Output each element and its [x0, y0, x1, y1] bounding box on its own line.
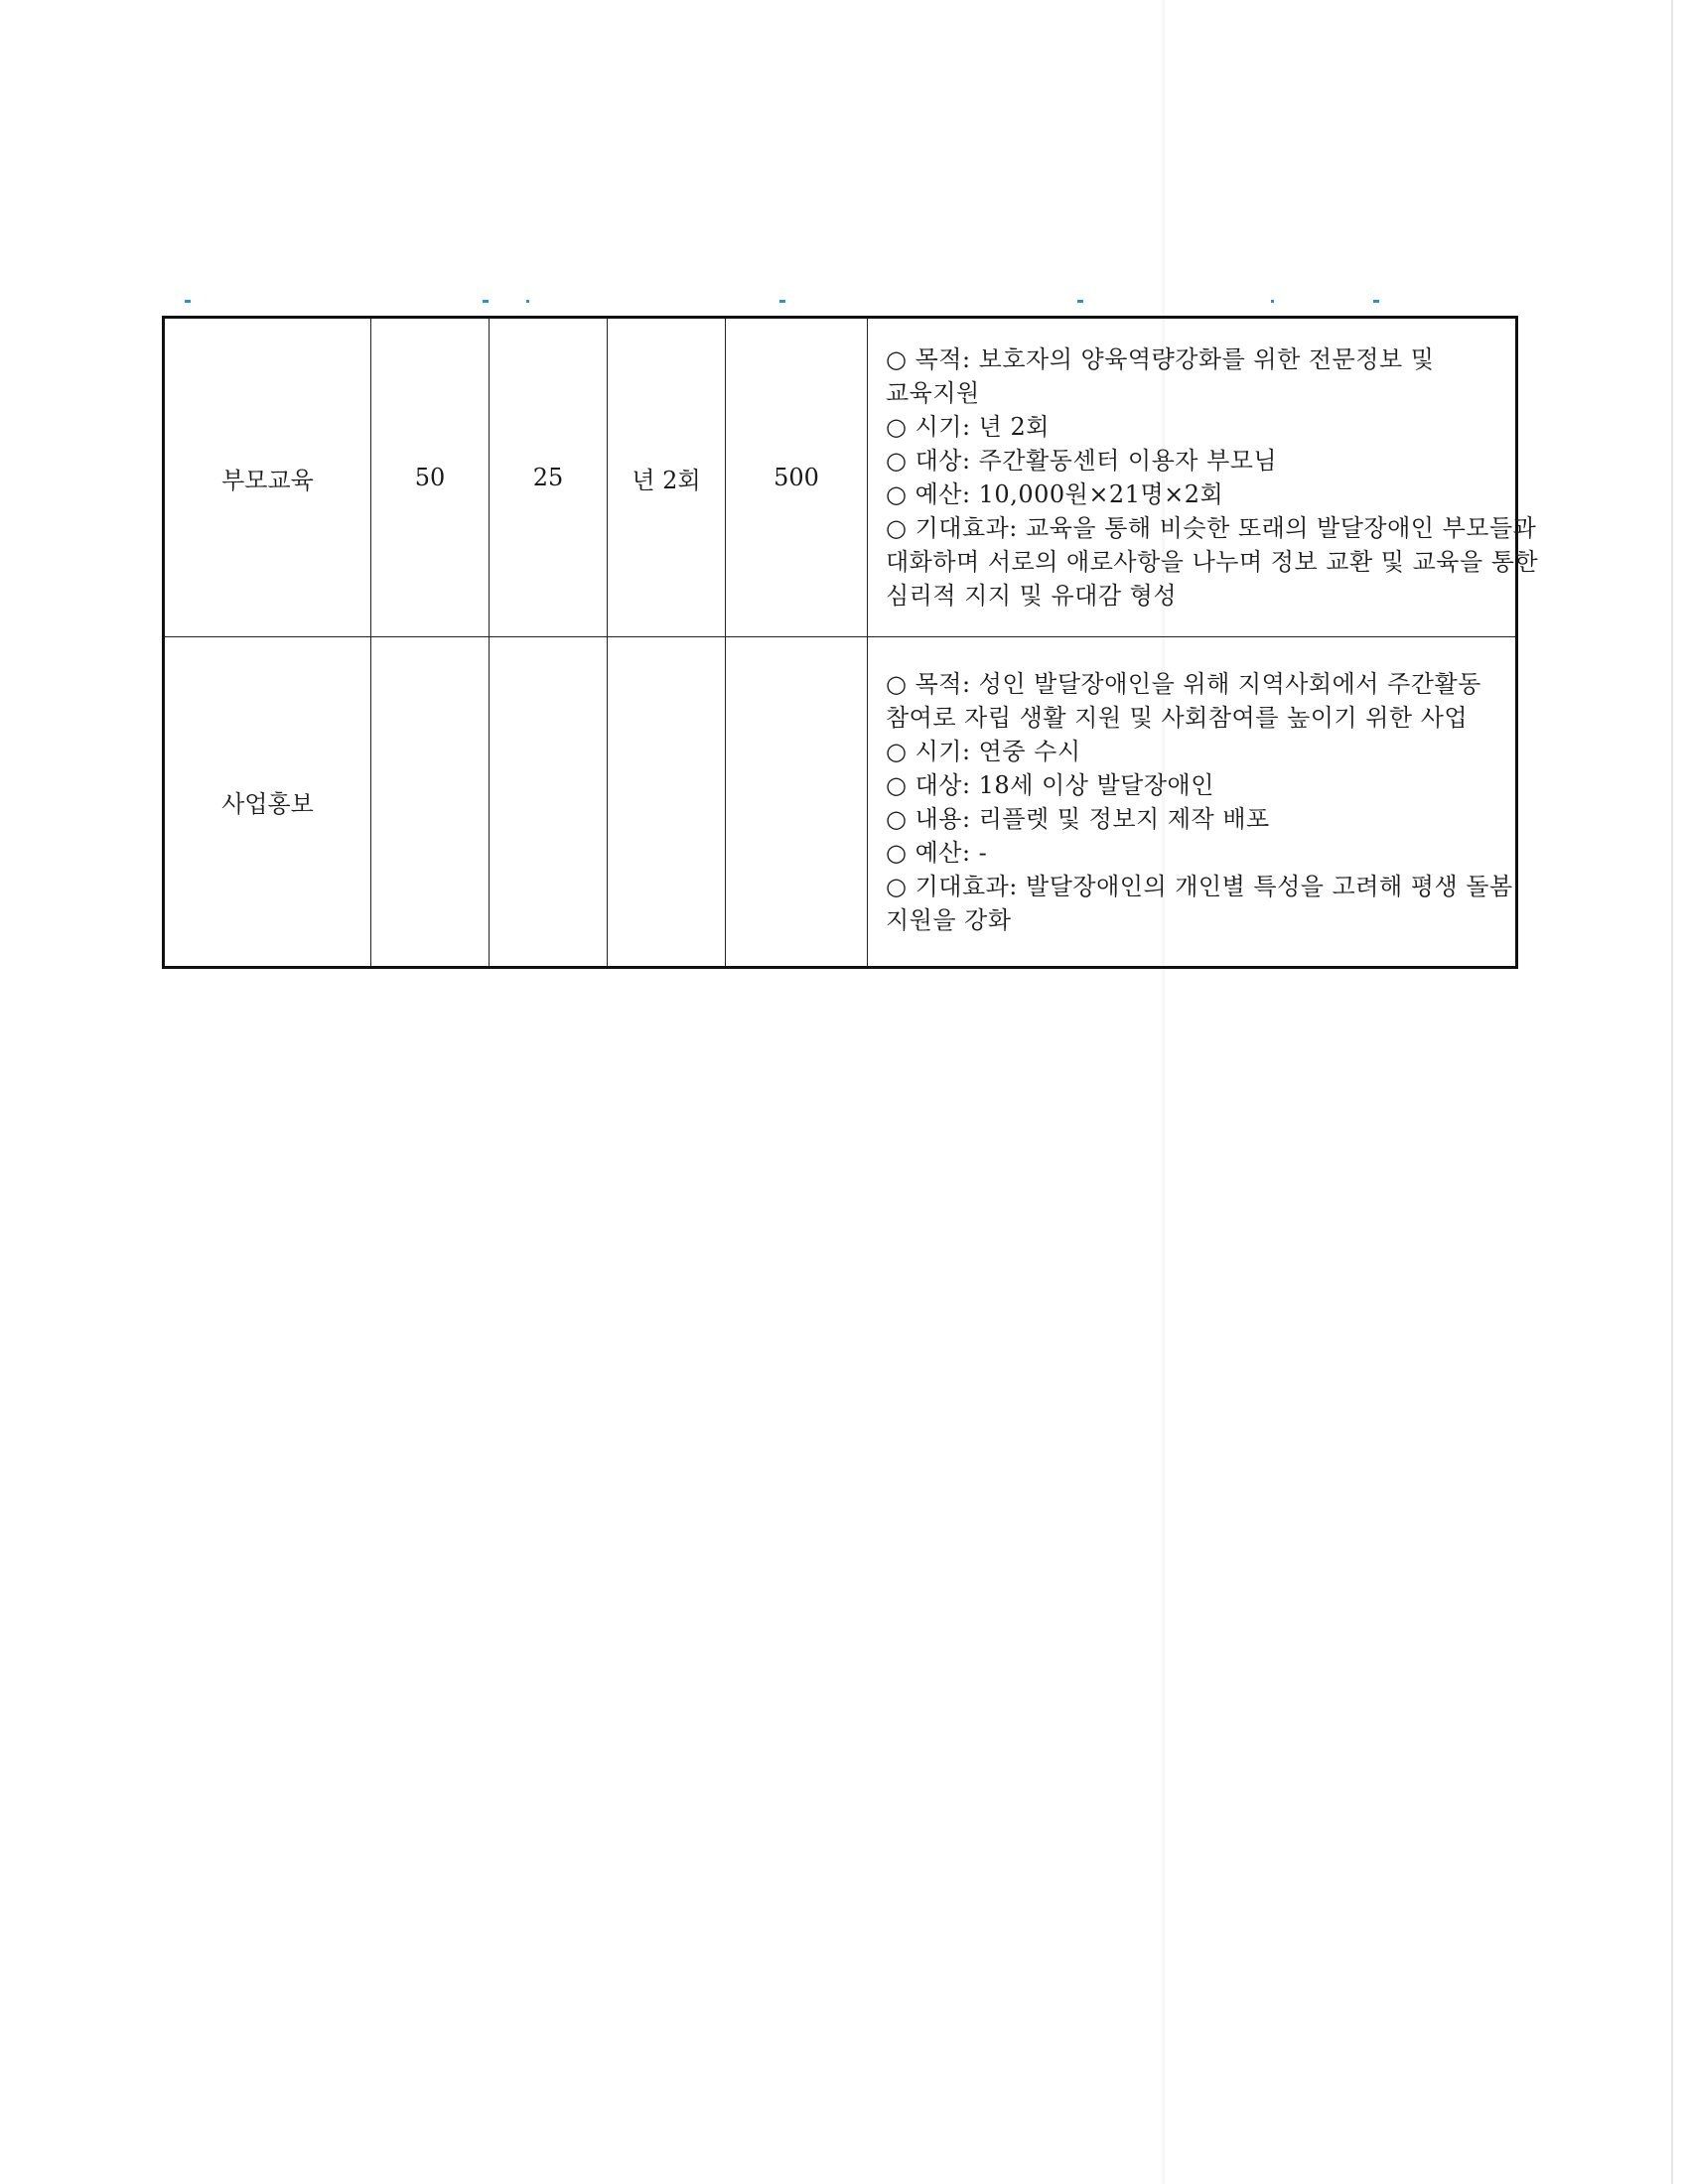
description-line: ○ 예산: 10,000원×21명×2회: [886, 480, 1224, 508]
value-cell: [371, 637, 490, 968]
page-edge: [1671, 0, 1673, 2184]
program-table: [162, 316, 1539, 969]
column-marker: [526, 300, 529, 303]
value-cell: 50: [371, 318, 490, 637]
description-line: ○ 예산: -: [886, 838, 988, 867]
description-line: 참여로 자립 생활 지원 및 사회참여를 높이기 위한 사업: [886, 703, 1469, 732]
description-line: ○ 기대효과: 교육을 통해 비슷한 또래의 발달장애인 부모들과: [886, 514, 1537, 542]
description-line: 대화하며 서로의 애로사항을 나누며 정보 교환 및 교육을 통한: [886, 548, 1539, 576]
description-line: ○ 시기: 년 2회: [886, 413, 1050, 441]
column-marker: [1271, 300, 1274, 303]
description-line: 심리적 지지 및 유대감 형성: [886, 582, 1178, 610]
description-line: ○ 대상: 18세 이상 발달장애인: [886, 770, 1214, 799]
table-row: [164, 318, 1517, 637]
column-marker: [483, 300, 489, 303]
description-line: 지원을 강화: [886, 905, 1012, 934]
frequency-cell: 년 2회: [608, 318, 726, 637]
description-cell: [868, 318, 1539, 637]
description-line: ○ 대상: 주간활동센터 이용자 부모님: [886, 447, 1278, 475]
description-line: 교육지원: [886, 379, 980, 407]
column-marker: [185, 300, 191, 303]
description-line: ○ 목적: 성인 발달장애인을 위해 지역사회에서 주간활동: [886, 669, 1481, 698]
column-marker: [1077, 300, 1083, 303]
description-cell: [868, 637, 1517, 968]
column-marker: [779, 300, 785, 303]
budget-cell: [726, 637, 868, 968]
table-row: [164, 637, 1517, 968]
column-marker: [1373, 300, 1379, 303]
description-line: ○ 기대효과: 발달장애인의 개인별 특성을 고려해 평생 돌봄: [886, 872, 1513, 900]
program-name-cell: 부모교육: [164, 318, 371, 637]
description-line: ○ 내용: 리플렛 및 정보지 제작 배포: [886, 804, 1270, 833]
frequency-cell: [608, 637, 726, 968]
description-line: ○ 시기: 연중 수시: [886, 737, 1081, 765]
value-cell: [490, 637, 608, 968]
description-line: ○ 목적: 보호자의 양육역량강화를 위한 전문정보 및: [886, 345, 1435, 373]
value-cell: 25: [490, 318, 608, 637]
program-name-cell: 사업홍보: [164, 637, 371, 968]
budget-cell: 500: [726, 318, 868, 637]
